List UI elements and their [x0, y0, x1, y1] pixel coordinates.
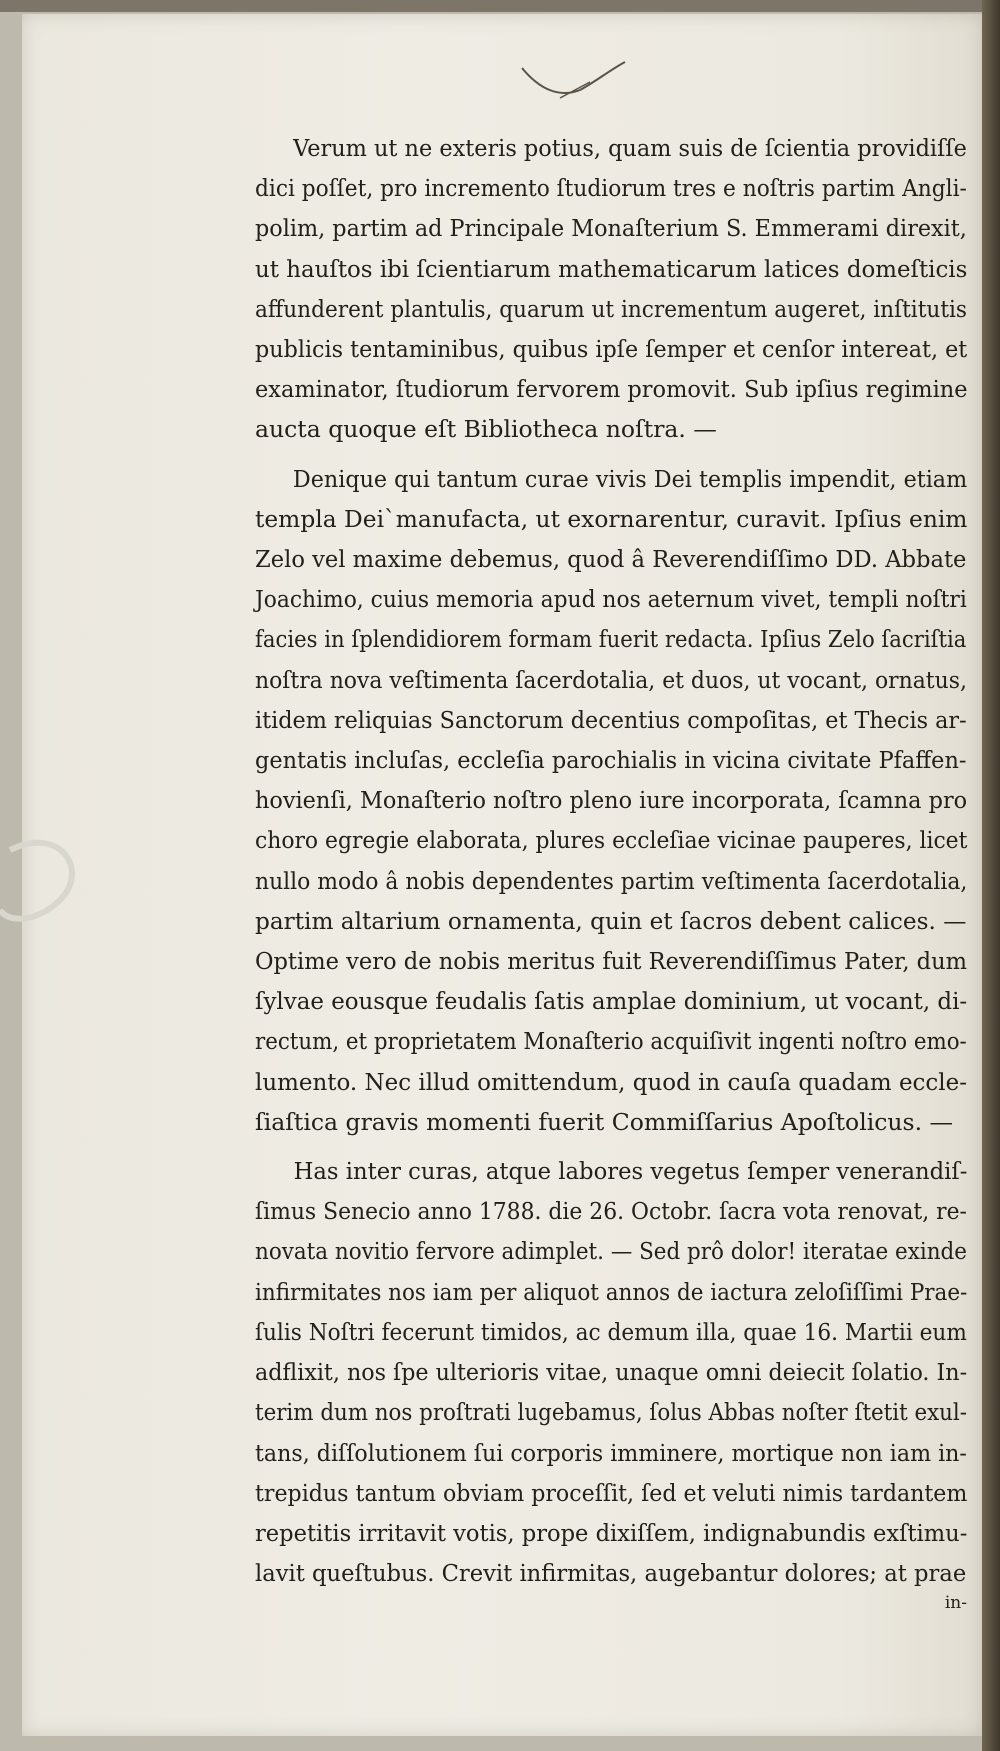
text-line: rectum, et proprietatem Monaſterio acquiſivit ingenti noſtro emo-	[255, 1027, 967, 1056]
text-line: Verum ut ne exteris potius, quam suis de ſcientia providiſſe	[293, 134, 967, 162]
text-line: Zelo vel maxime debemus, quod â Reverendiſſimo DD. Abbate	[255, 545, 967, 574]
text-line: nullo modo â nobis dependentes partim veſtimenta ſacerdotalia,	[255, 866, 968, 895]
paragraph-2	[255, 459, 967, 1142]
text-line: partim altarium ornamenta, quin et ſacros debent calices. —	[255, 906, 967, 935]
text-line: lavit queſtubus. Crevit infirmitas, augebantur dolores; at prae	[255, 1559, 967, 1588]
text-line: gentatis incluſas, eccleſia parochialis in vicina civitate Pfaffen-	[255, 746, 967, 775]
text-line: ut hauſtos ibi ſcientiarum mathematicarum latices domeſticis	[255, 254, 968, 283]
text-line: noſtra nova veſtimenta ſacerdotalia, et duos, ut vocant, ornatus,	[255, 665, 967, 694]
text-line: Has inter curas, atque labores vegetus ſemper venerandiſ-	[293, 1157, 968, 1186]
text-line: hovienſi, Monaſterio noſtro pleno iure incorporata, ſcamna pro	[255, 786, 968, 815]
text-line: choro egregie elaborata, plures eccleſiae vicinae pauperes, licet	[255, 826, 968, 855]
text-line: adflixit, nos ſpe ulterioris vitae, unaque omni deiecit ſolatio. In-	[255, 1358, 968, 1387]
text-line: affunderent plantulis, quarum ut incrementum augeret, inſtitutis	[255, 294, 968, 323]
text-line: lumento. Nec illud omittendum, quod in cauſa quadam eccle-	[255, 1067, 967, 1096]
text-line: dici poſſet, pro incremento ſtudiorum tres e noſtris partim Angli-	[255, 174, 967, 203]
text-line: examinator, ſtudiorum fervorem promovit. Sub ipſius regimine	[255, 375, 968, 404]
text-line: Joachimo, cuius memoria apud nos aeternum vivet, templi noſtri	[255, 585, 967, 614]
text-line: aucta quoque eſt Bibliotheca noſtra. —	[255, 415, 717, 444]
paragraph-3	[255, 1151, 967, 1613]
text-line: trepidus tantum obviam proceſſit, ſed et veluti nimis tardantem	[255, 1478, 968, 1507]
text-line: Optime vero de nobis meritus fuit Reverendiſſimus Pater, dum	[255, 947, 968, 976]
catchword: in-	[944, 1593, 967, 1614]
text-line: itidem reliquias Sanctorum decentius compoſitas, et Thecis ar-	[255, 705, 967, 734]
scan-top-edge	[0, 0, 1000, 12]
text-line: ſiaſtica gravis momenti fuerit Commiſſarius Apoſtolicus. —	[255, 1107, 954, 1136]
text-line: tans, diſſolutionem ſui corporis imminere, mortique non iam in-	[255, 1438, 967, 1467]
text-line: terim dum nos proſtrati lugebamus, ſolus Abbas noſter ſtetit exul-	[255, 1398, 967, 1427]
text-line: ſulis Noſtri fecerunt timidos, ac demum illa, quae 16. Martii eum	[255, 1317, 967, 1346]
text-line: templa Dei`manufacta, ut exornarentur, curavit. Ipſius enim	[255, 504, 968, 533]
text-line: repetitis irritavit votis, prope dixiſſem, indignabundis exſtimu-	[255, 1518, 968, 1547]
text-line: novata novitio fervore adimplet. — Sed prô dolor! iteratae exinde	[255, 1237, 967, 1266]
text-line: publicis tentaminibus, quibus ipſe ſemper et cenſor intereat, et	[255, 335, 968, 364]
text-line: ſimus Senecio anno 1788. die 26. Octobr. ſacra vota renovat, re-	[255, 1197, 967, 1226]
text-line: infirmitates nos iam per aliquot annos de iactura zeloſiſſimi Prae-	[255, 1277, 968, 1306]
text-line: ſylvae eousque feudalis ſatis amplae dominium, ut vocant, di-	[255, 987, 968, 1016]
paper-clip-shadow	[0, 830, 90, 940]
text-line: Denique qui tantum curae vivis Dei templis impendit, etiam	[292, 464, 968, 493]
body-text	[255, 128, 967, 1622]
ink-stroke-mark	[520, 60, 630, 120]
text-line: polim, partim ad Principale Monaſterium S. Emmerami direxit,	[255, 214, 967, 243]
paragraph-1	[255, 128, 967, 450]
text-line: facies in ſplendidiorem formam fuerit redacta. Ipſius Zelo ſacriſtia	[255, 625, 967, 654]
book-spine-edge	[982, 0, 1000, 1751]
